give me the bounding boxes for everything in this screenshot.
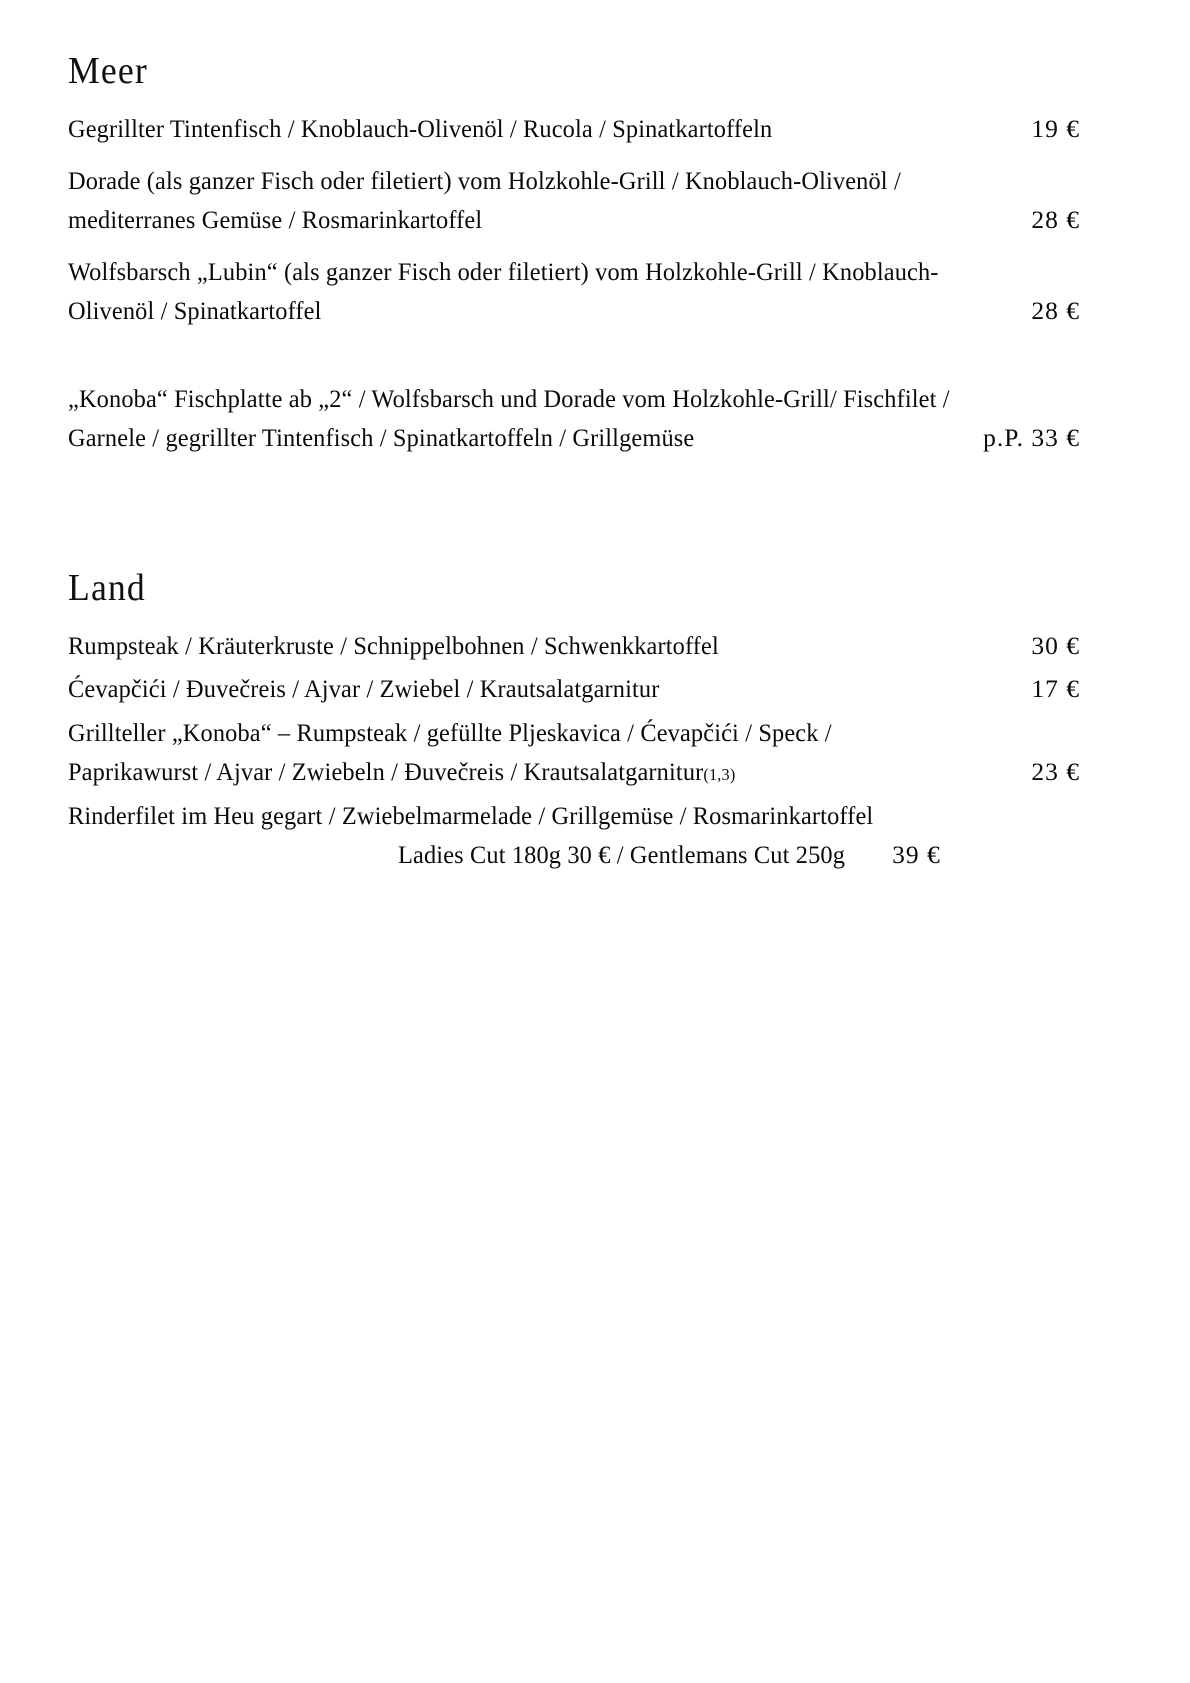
menu-item-price: 17 € <box>1031 674 1080 703</box>
menu-item-rinderfilet-im-heu <box>68 800 1080 869</box>
menu-item-description-cont: mediterranes Gemüse / Rosmarinkartoffel <box>68 205 483 234</box>
menu-item-grillteller-konoba <box>68 717 1080 786</box>
menu-item-description-cont: Olivenöl / Spinatkartoffel <box>68 296 322 325</box>
menu-item-description: Gegrillter Tintenfisch / Knoblauch-Olivenöl / Rucola / Spinatkartoffeln <box>68 114 773 143</box>
menu-item-description: Ćevapčići / Đuvečreis / Ajvar / Zwiebel / Krautsalatgarnitur <box>68 674 660 703</box>
menu-item-cevapcici <box>68 676 1080 702</box>
menu-item-line <box>68 165 1080 195</box>
menu-item-line <box>68 630 1080 660</box>
menu-item-konoba-fischplatte <box>68 383 1080 452</box>
menu-item-line <box>68 717 1080 747</box>
menu-item-description: Rinderfilet im Heu gegart / Zwiebelmarmelade / Grillgemüse / Rosmarinkartoffel <box>68 800 874 830</box>
menu-item-dorade <box>68 165 1080 234</box>
menu-item-gegrillter-tintenfisch <box>68 116 1080 142</box>
menu-item-description: Grillteller „Konoba“ – Rumpsteak / gefüllte Pljeskavica / Ćevapčići / Speck / <box>68 717 832 747</box>
menu-item-list-meer <box>68 116 1080 451</box>
menu-item-line <box>68 207 1080 233</box>
menu-section-meer <box>68 52 1080 451</box>
menu-item-description-text: Paprikawurst / Ajvar / Zwiebeln / Đuvečreis / Krautsalatgarnitur <box>68 757 704 786</box>
menu-item-price: 23 € <box>1031 757 1080 786</box>
menu-item-line <box>68 800 1080 830</box>
menu-item-line <box>68 676 1080 702</box>
menu-item-price: 28 € <box>1031 296 1080 325</box>
menu-item-list-land <box>68 630 1080 869</box>
menu-item-line <box>68 425 1080 451</box>
allergen-marker: (1,3) <box>703 765 736 784</box>
menu-item-description-cont <box>68 759 735 785</box>
section-title-land: Land <box>68 566 146 609</box>
menu-item-line <box>68 256 1080 286</box>
menu-item-line <box>68 116 1080 142</box>
menu-section-land <box>68 566 1080 869</box>
section-title-meer: Meer <box>68 50 148 92</box>
menu-item-price: p.P. 33 € <box>983 423 1080 452</box>
menu-item-description: Rumpsteak / Kräuterkruste / Schnippelbohnen / Schwenkkartoffel <box>68 630 719 660</box>
menu-item-description-cont: Garnele / gegrillter Tintenfisch / Spinatkartoffeln / Grillgemüse <box>68 423 695 452</box>
menu-item-portion-line <box>68 842 1190 868</box>
menu-item-line <box>68 298 1080 324</box>
menu-item-price: 28 € <box>1031 205 1080 234</box>
menu-item-description: Dorade (als ganzer Fisch oder filetiert) vom Holzkohle-Grill / Knoblauch-Olivenöl / <box>68 165 901 195</box>
menu-item-line <box>68 759 1080 785</box>
menu-item-portion-options: Ladies Cut 180g 30 € / Gentlemans Cut 250g <box>398 840 846 869</box>
menu-item-wolfsbarsch-lubin <box>68 256 1080 325</box>
menu-item-line <box>68 383 1080 413</box>
menu-item-description: Wolfsbarsch „Lubin“ (als ganzer Fisch oder filetiert) vom Holzkohle-Grill / Knoblauch- <box>68 256 939 286</box>
menu-item-price: 19 € <box>1031 114 1080 143</box>
menu-item-portion-price: 39 € <box>892 840 941 869</box>
menu-item-price: 30 € <box>1031 630 1080 660</box>
menu-item-description: „Konoba“ Fischplatte ab „2“ / Wolfsbarsch und Dorade vom Holzkohle-Grill/ Fischfilet / <box>68 383 950 413</box>
menu-item-rumpsteak <box>68 630 1080 660</box>
